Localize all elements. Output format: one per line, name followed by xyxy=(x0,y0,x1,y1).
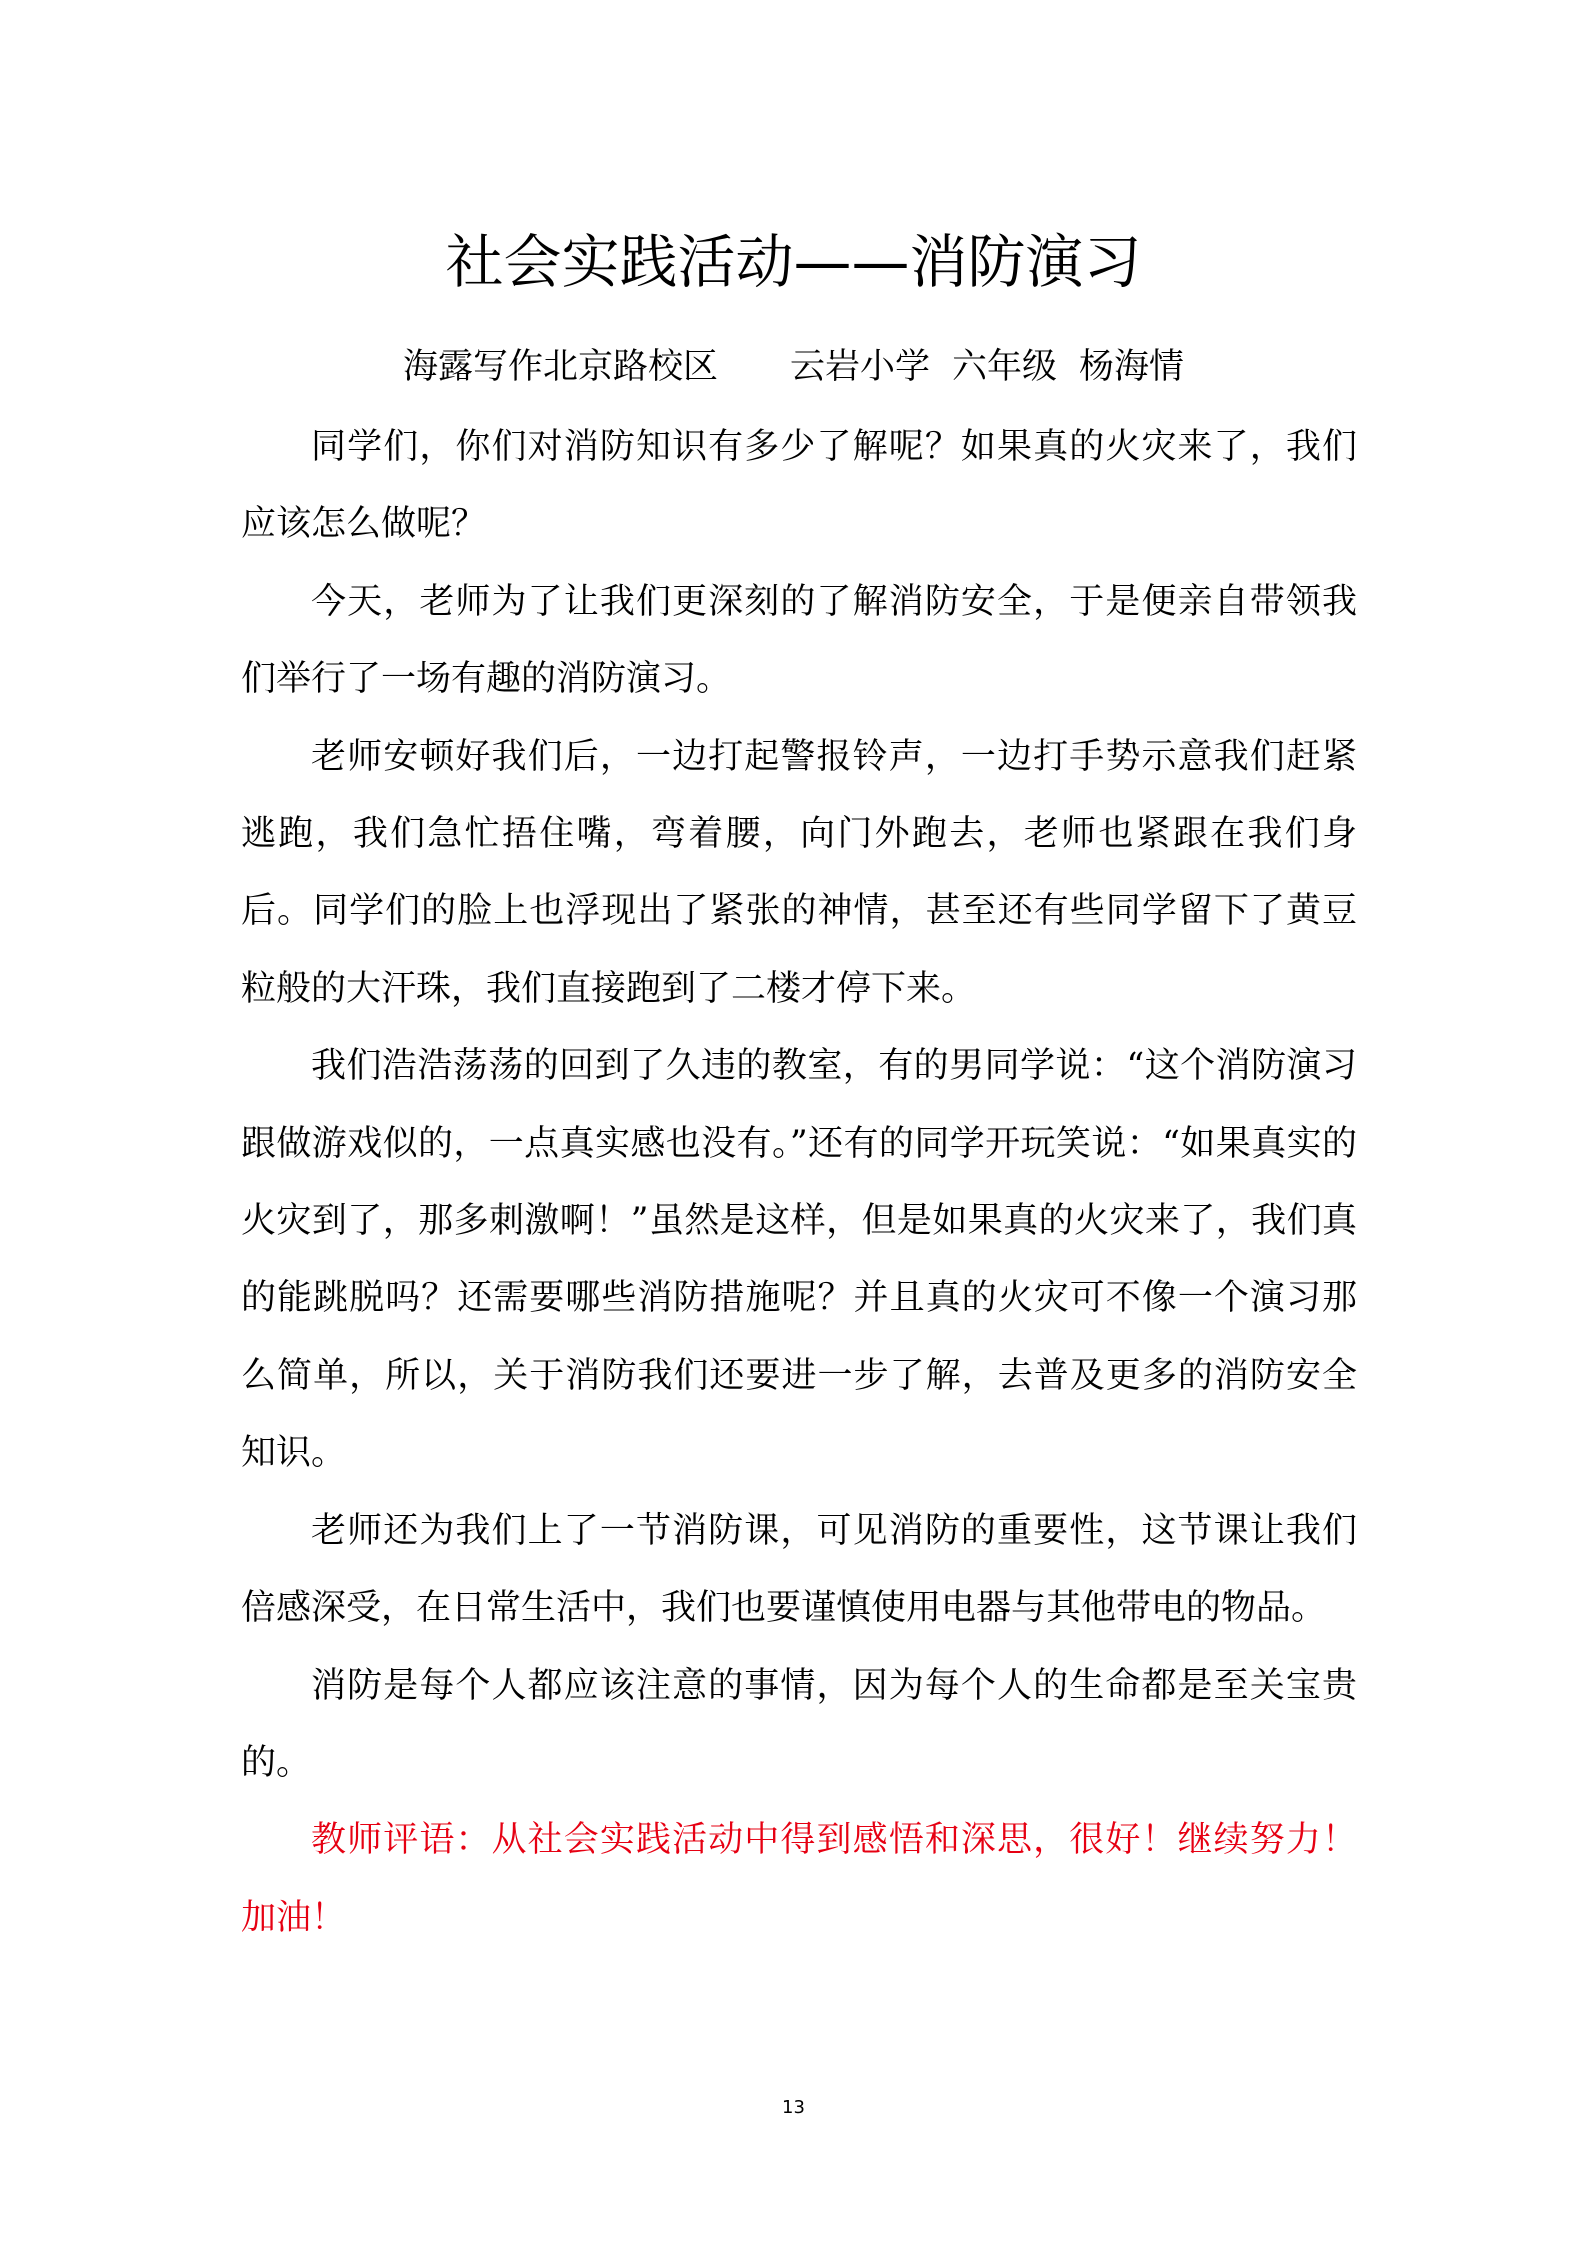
byline-author: 杨海情 xyxy=(1079,347,1185,387)
essay-body xyxy=(241,409,1357,1957)
author-byline xyxy=(0,337,1587,397)
paragraph: 同学们，你们对消防知识有多少了解呢？如果真的火灾来了，我们应该怎么做呢？ xyxy=(241,427,1357,545)
byline-school: 云岩小学 xyxy=(789,347,930,387)
byline-school-branch: 海露写作北京路校区 xyxy=(402,347,718,387)
paragraph: 我们浩浩荡荡的回到了久违的教室，有的男同学说：“这个消防演习跟做游戏似的，一点真实感也没有。”还有的同学开玩笑说：“如果真实的火灾到了，那多刺激啊！”虽然是这样，但是如果真的火灾来了，我们真的能跳脱吗？还需要哪些消防措施呢？并且真的火灾可不像一个演习那么简单，所以，关于消防我们还要进一步了解，去普及更多的消防安全知识。 xyxy=(241,1046,1357,1474)
teacher-comment: 教师评语：从社会实践活动中得到感悟和深思，很好！继续努力！加油！ xyxy=(241,1820,1357,1938)
page-number: 13 xyxy=(782,2097,805,2118)
paragraph: 老师安顿好我们后，一边打起警报铃声，一边打手势示意我们赶紧逃跑，我们急忙捂住嘴，弯着腰，向门外跑去，老师也紧跟在我们身后。同学们的脸上也浮现出了紧张的神情，甚至还有些同学留下了黄豆粒般的大汗珠，我们直接跑到了二楼才停下来。 xyxy=(241,736,1357,1009)
byline-grade: 六年级 xyxy=(952,347,1058,387)
paragraph: 今天，老师为了让我们更深刻的了解消防安全，于是便亲自带领我们举行了一场有趣的消防演习。 xyxy=(241,581,1357,700)
paragraph: 消防是每个人都应该注意的事情，因为每个人的生命都是至关宝贵的。 xyxy=(241,1665,1357,1783)
document-title: 社会实践活动——消防演习 xyxy=(445,228,1142,296)
paragraph: 老师还为我们上了一节消防课，可见消防的重要性，这节课让我们倍感深受，在日常生活中，我们也要谨慎使用电器与其他带电的物品。 xyxy=(241,1510,1357,1629)
